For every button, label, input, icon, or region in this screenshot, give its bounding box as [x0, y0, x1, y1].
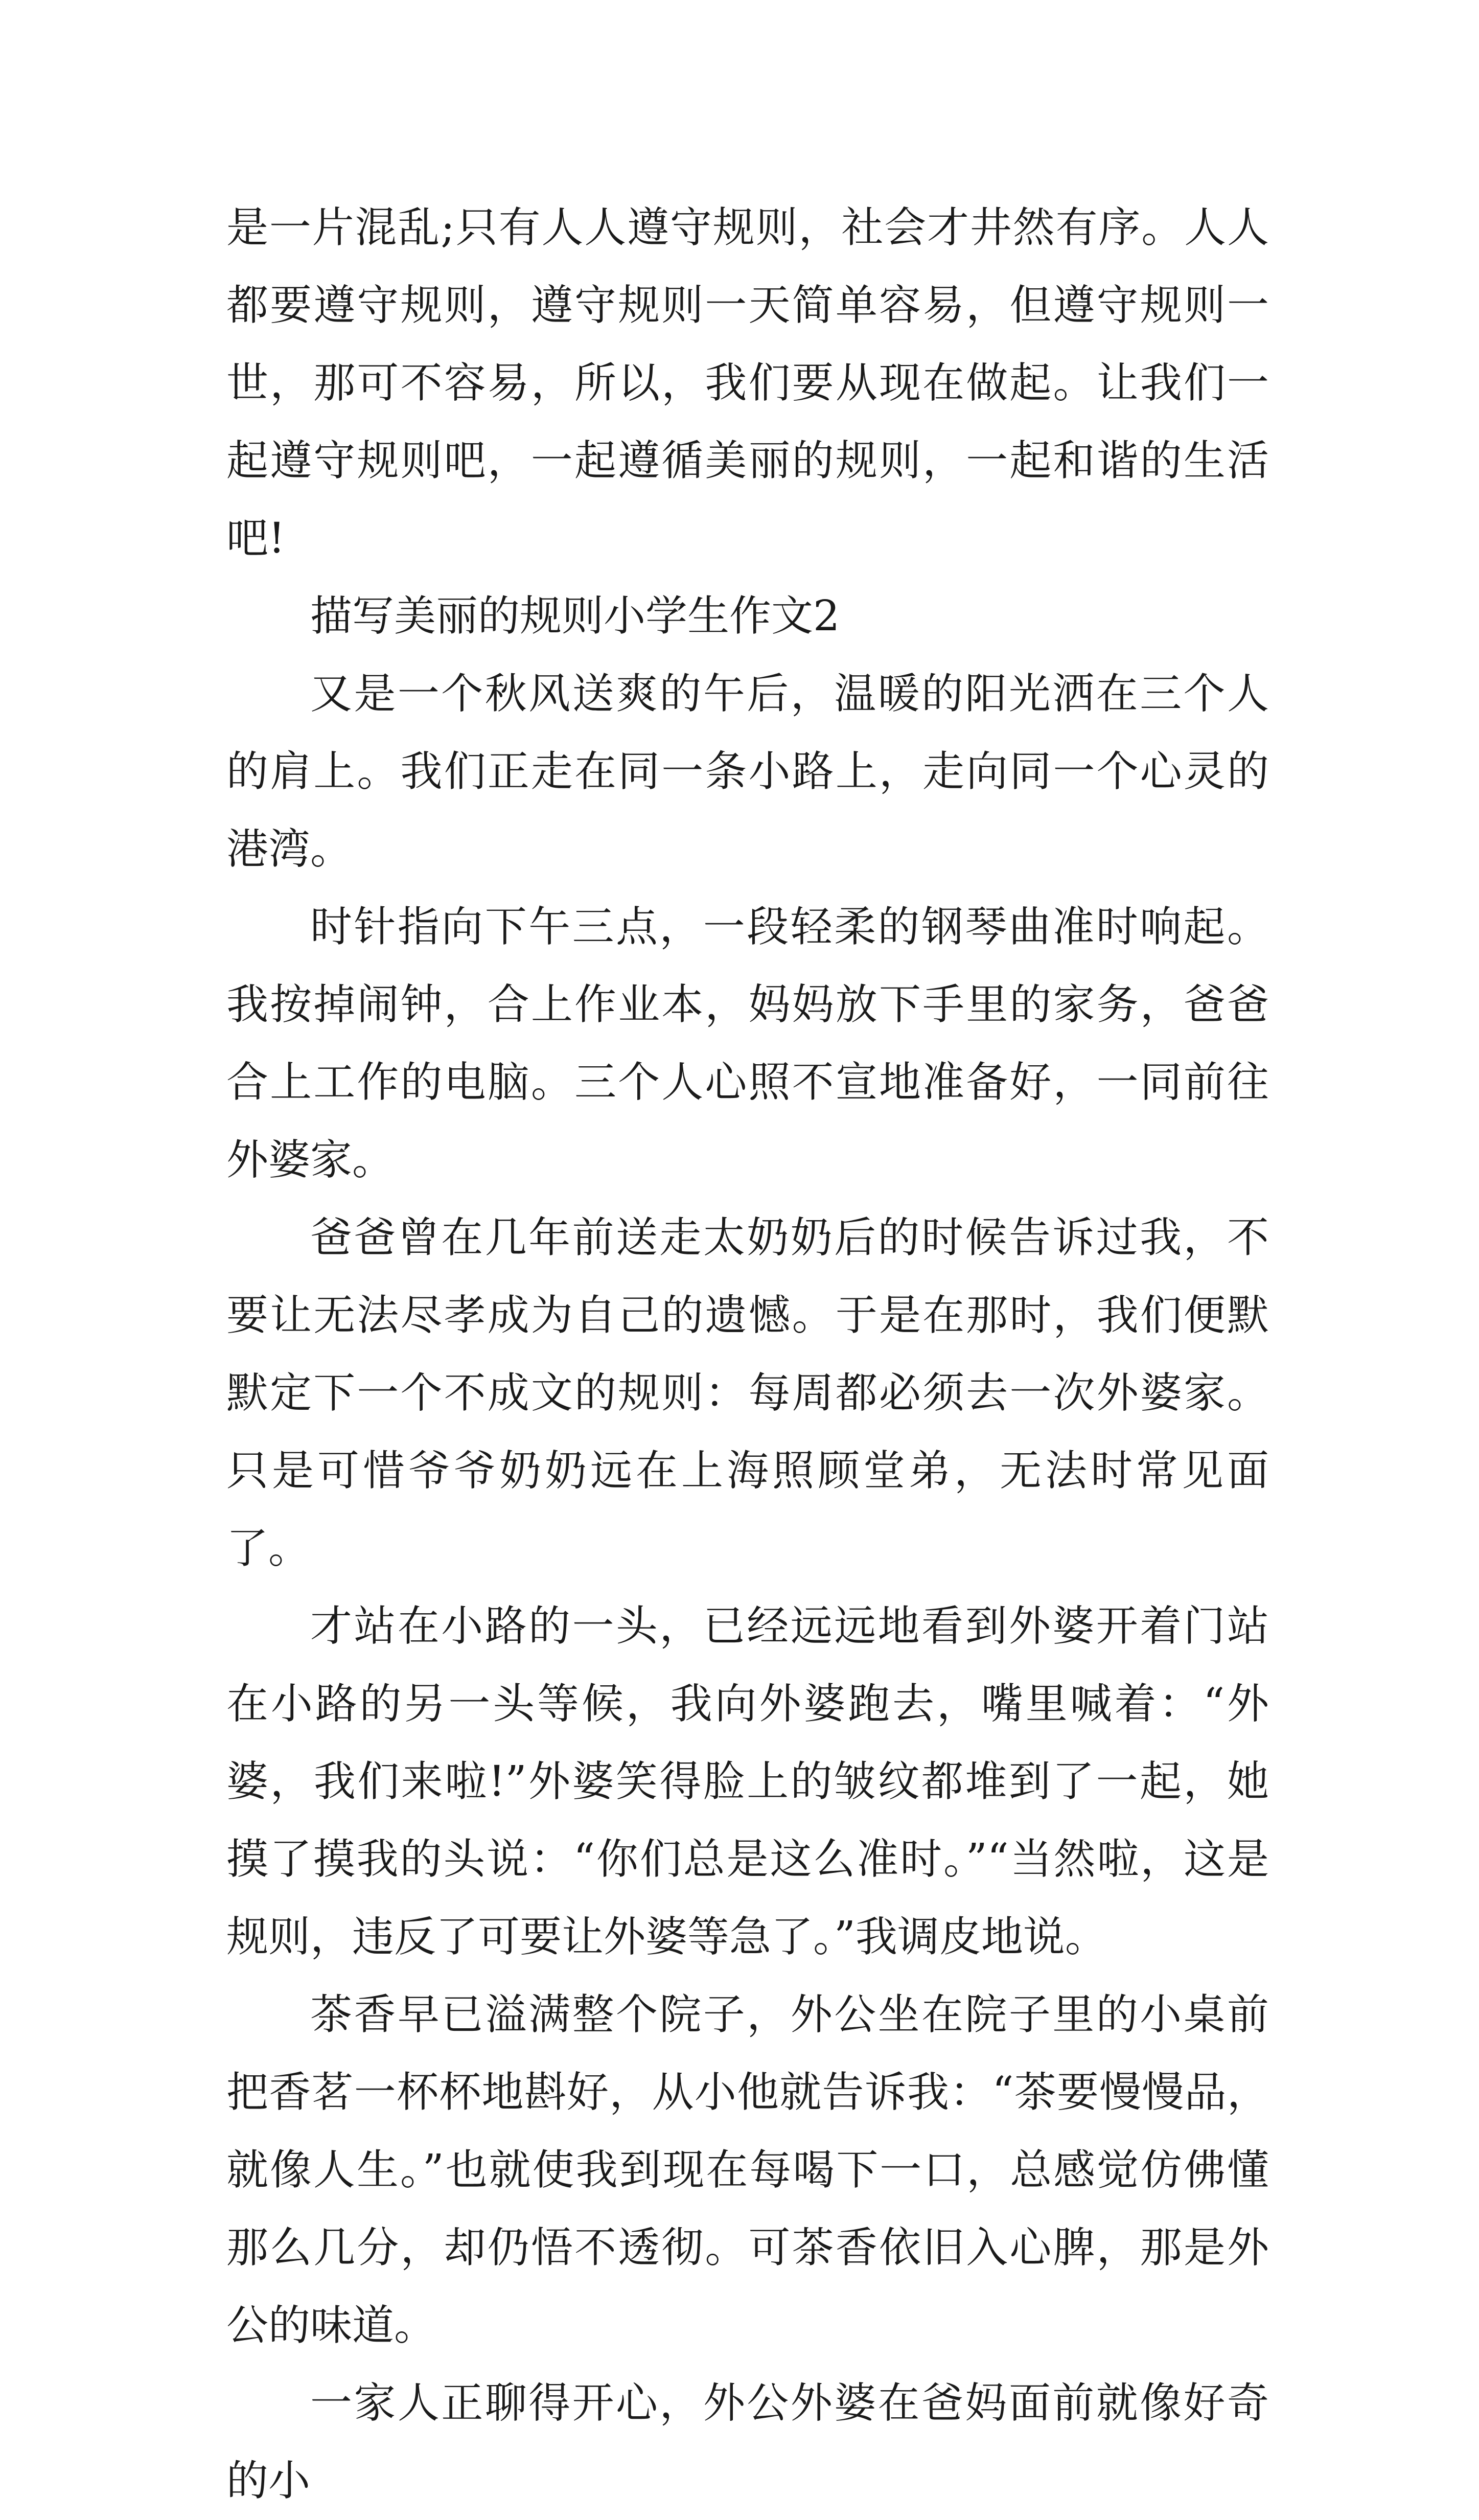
paragraph-4: 爸爸曾在几年前送走太奶奶后的时候告诉过我，不要让无法尽孝成为自己的遗憾。于是在那时，我们便默默定下一个不成文的规则：每周都必须去一次外婆家。只是可惜爷爷奶奶远在上海照顾堂弟，无法时常见面了。	[226, 1213, 1269, 1573]
paragraph-3: 时针指向下午三点，一段轻柔的钢琴曲准时响起。我按掉闹钟，合上作业本，妈妈放下手里的家务，爸爸合上工作的电脑。三个人心照不宣地准备好，一同前往外婆家。	[226, 903, 1269, 1184]
paragraph-2: 又是一个秋风送爽的午后，温暖的阳光洒在三个人的肩上。我们正走在同一条小路上，走向同一个心灵的港湾。	[226, 670, 1269, 874]
paragraph-1: 是一片混乱;只有人人遵守规则，社会才井然有序。人人都要遵守规则，遵守规则一天简单容易，但遵守规则一世，那可不容易，所以，我们要从现在做起。让我们一起遵守规则吧，一起遵循美丽的规则，一起和谐的生活吧!	[226, 203, 1269, 563]
essay-title: 描写美丽的规则小学生作文2	[310, 592, 840, 640]
paragraph-5: 才站在小路的一头，已经远远地看到外婆开着门站在小路的另一头等候，我向外婆跑去，嘴里喊着：“外婆，我们来啦!”外婆笑得脸上的皱纹都堆到了一起，她摸了摸我的头说：“你们总是这么准时。”“当然啦，这是规则，违反了可要让外婆等急了。”我调皮地说。	[226, 1602, 1269, 1961]
essay-body	[226, 189, 1269, 2520]
paragraph-6: 茶香早已溢满整个院子，外公坐在院子里的小桌前把香茗一杯杯地斟好，从小他就告诉我：“茶要慢慢品，就像人生。”也就使我到现在每喝下一口，总感觉仿佛懂那么几分，却仍悟不透彻。可茶香依旧入心脾，那是外公的味道。	[226, 1990, 1269, 2350]
paragraph-7: 一家人正聊得开心，外公外婆在爸妈面前就像好奇的小	[226, 2379, 1269, 2505]
